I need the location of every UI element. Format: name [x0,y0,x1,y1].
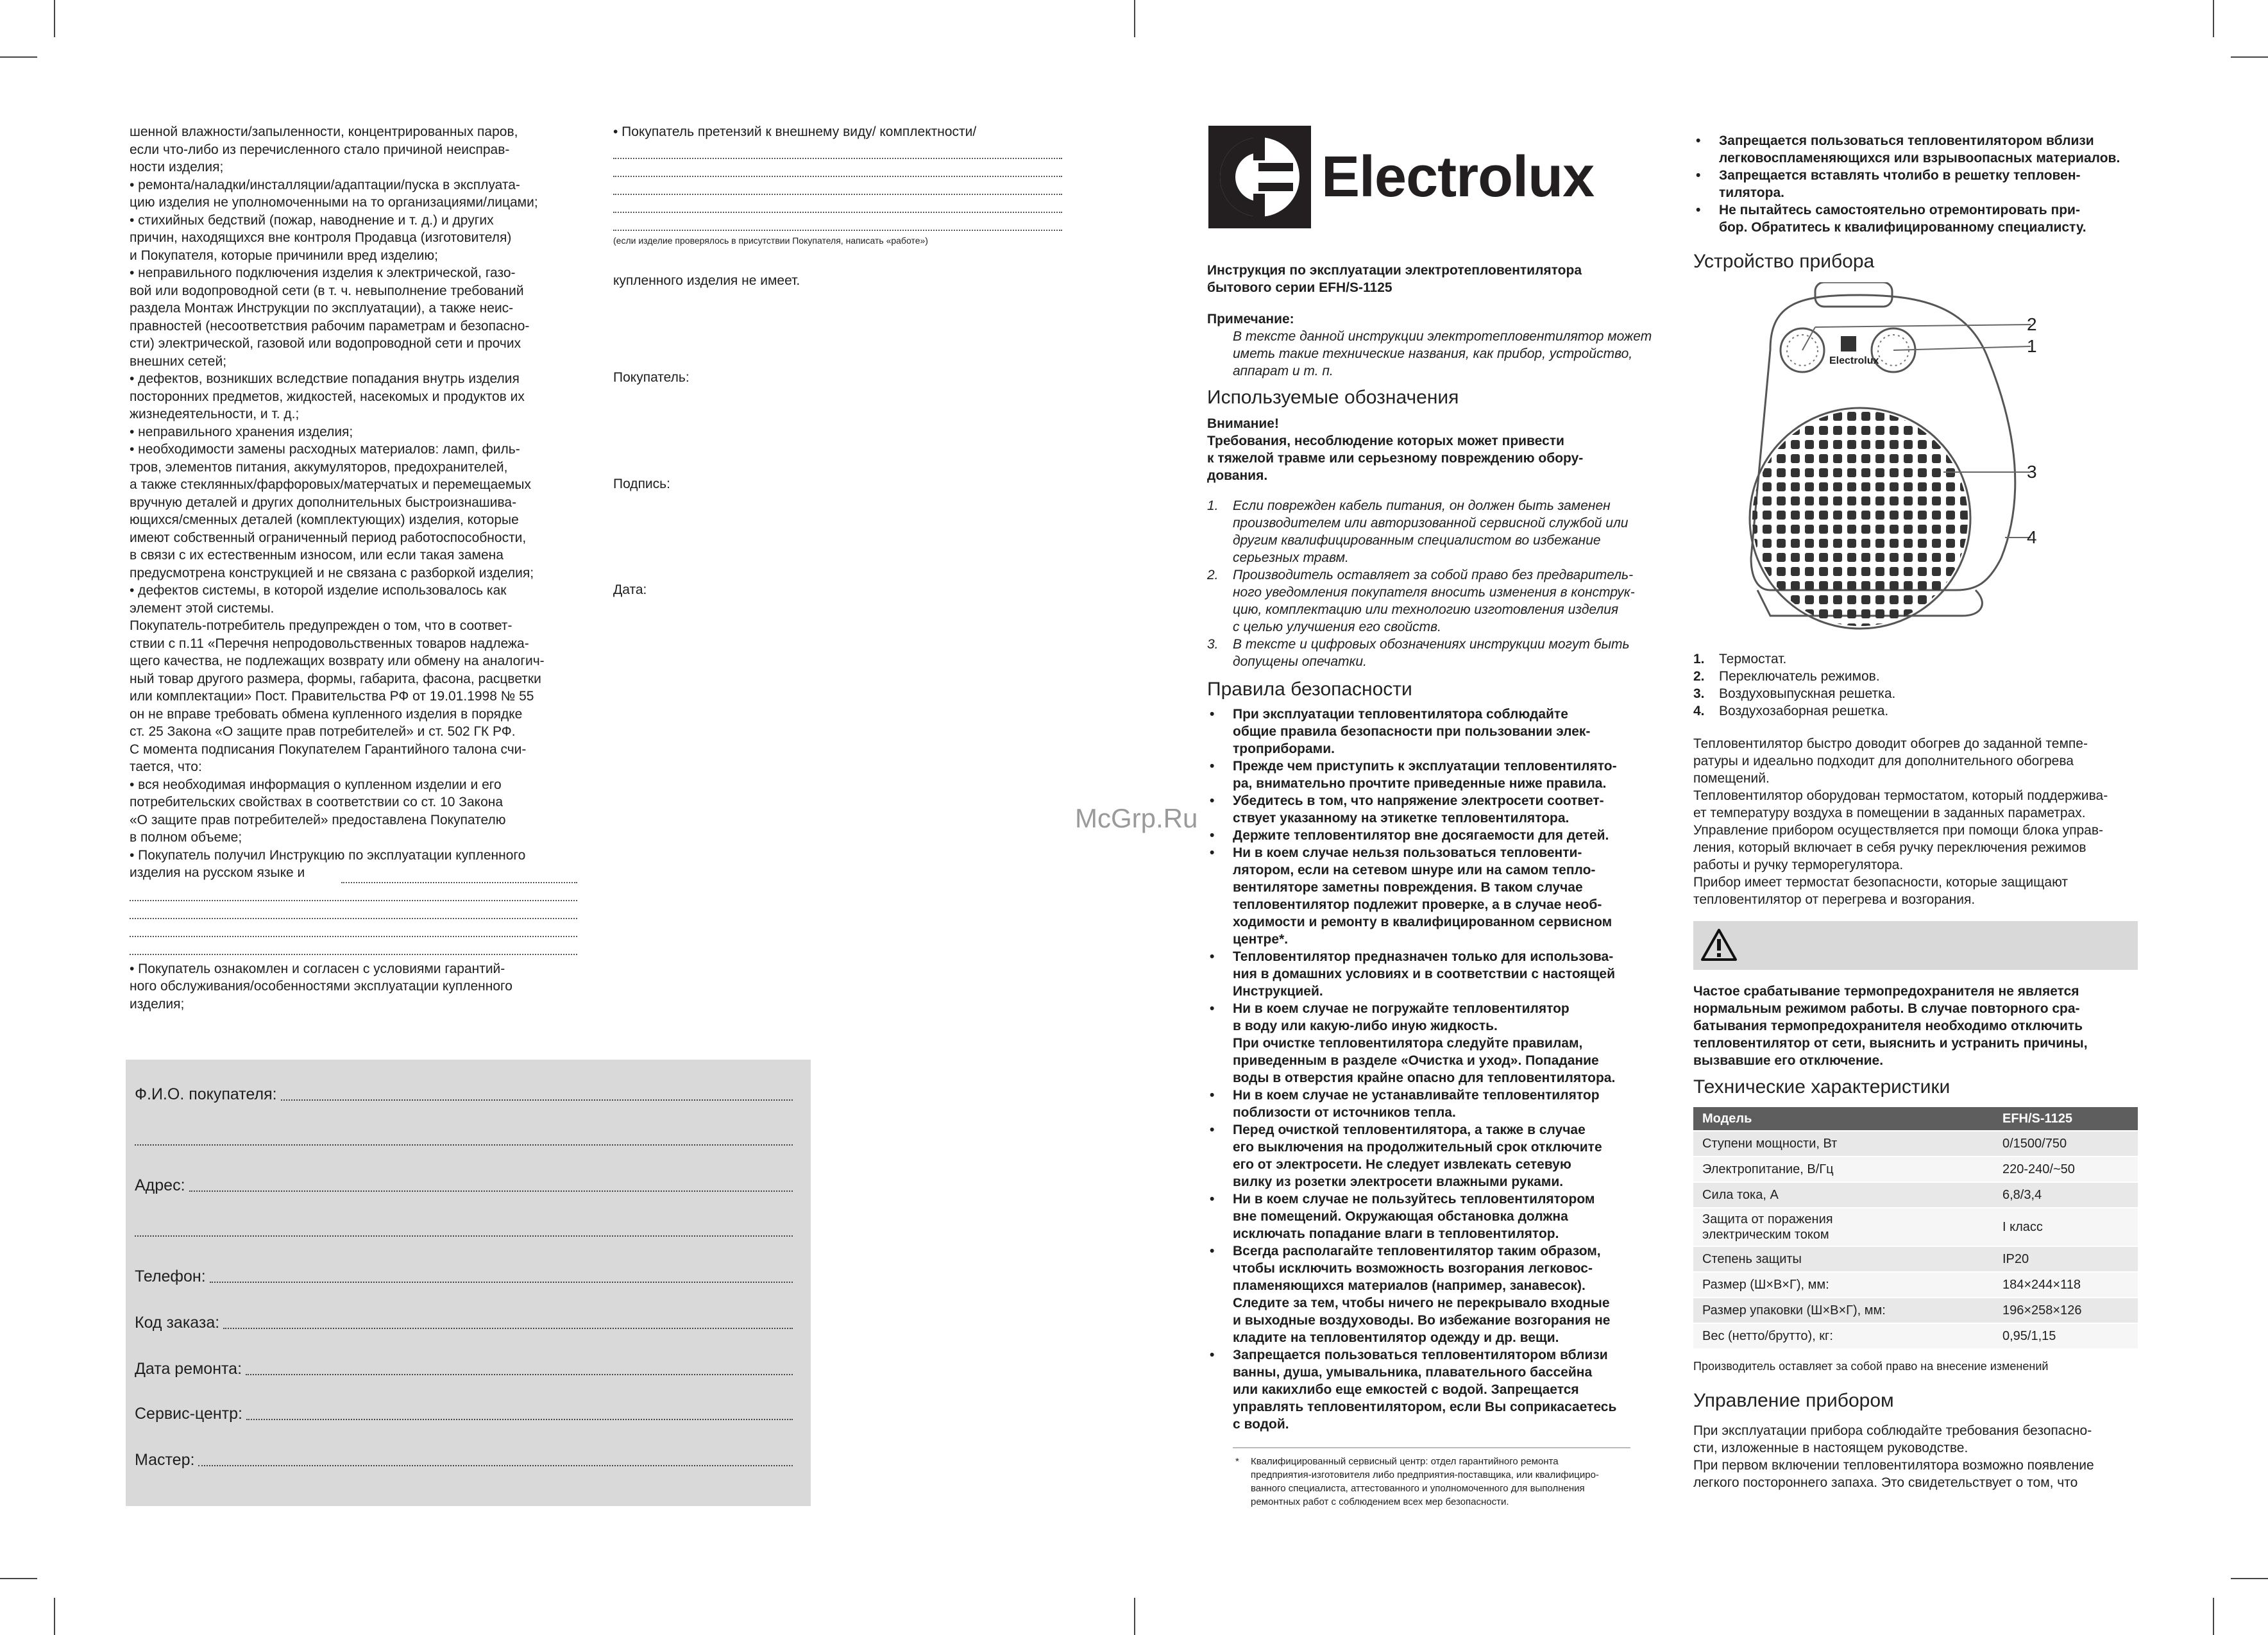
spec-table [1693,1107,2138,1350]
form-row-6 [135,1360,793,1378]
text-line: посторонних предметов, жидкостей, насекомых и продуктов их [130,389,525,404]
item-line: бор. Обратитесь к квалифицированному специалисту. [1719,220,2086,235]
text-line: С момента подписания Покупателем Гарантийного талона счи- [130,741,527,757]
text-line: тров, элементов питания, аккумуляторов, предохранителей, [130,459,508,475]
form-fill-line [135,1223,793,1237]
crop-mark [54,0,55,37]
numbered-item [1207,636,1656,670]
top-safety-item [1693,167,2142,201]
form-label: Дата ремонта: [135,1360,242,1378]
text-line: в полном объеме; [130,830,242,845]
dotted-line [613,213,1062,231]
text-line: правностей (несоответствия рабочим параметрам и безопасно- [130,318,530,334]
warning-line: вызвавшие его отключение. [1693,1053,1884,1068]
form-fill-line [198,1452,793,1466]
no-claims-text: купленного изделия не имеет. [613,273,800,288]
text-line: ного обслуживания/особенностями эксплуатации купленного [130,979,512,994]
text-line: • стихийных бедствий (пожар, наводнение и т. д.) и других [130,212,494,228]
item-line: вне помещений. Окружающая обстановка должна [1233,1209,1568,1224]
spec-cell-value: 220-240/~50 [1993,1156,2138,1182]
item-line: • Перед очисткой тепловентилятора, а также в случае [1233,1122,1586,1137]
item-line: • Держите тепловентилятор вне досягаемости для детей. [1233,828,1609,843]
item-line: • Тепловентилятор предназначен только для использова- [1233,949,1614,964]
warning-bar [1693,921,2138,970]
text-line: цию изделия не уполномоченными на то организациями/лицами; [130,195,538,210]
tech-block [1693,1076,2142,1491]
signature-label: Подпись: [613,476,670,491]
form-fill-line [281,1087,793,1101]
text-line: • неправильного хранения изделия; [130,424,353,439]
part-item [1693,685,2142,702]
form-fill-line [246,1406,793,1420]
safety-item [1207,844,1656,948]
attention-line: дования. [1207,468,1268,483]
item-line: • Запрещается пользоваться тепловентилятором вблизи [1719,133,2094,148]
numbered-list [1207,497,1656,670]
warning-line: батывания термопредохранителя необходимо отключить [1693,1019,2083,1033]
form-label: Сервис-центр: [135,1405,242,1423]
safety-item [1207,1000,1656,1087]
dotted-line [613,141,1062,159]
dotted-line [130,937,577,955]
item-line: ходимости и ремонту в квалифицированном сервисном [1233,915,1612,929]
item-line: приведенным в разделе «Очистка и уход». Попадание [1233,1053,1599,1068]
item-line: цию, комплектацию или технологию изготовления изделия [1233,602,1619,617]
top-safety-list [1693,132,2142,236]
safety-item [1207,758,1656,792]
warning-line: Частое срабатывание термопредохранителя не является [1693,984,2079,999]
safety-item [1207,1087,1656,1121]
dotted-line [341,865,577,883]
spec-cell-label: Размер упаковки (Ш×В×Г), мм: [1693,1298,1993,1323]
item-number: 1. [1207,498,1219,513]
manual-title-line: Инструкция по эксплуатации электротепловентилятора [1207,263,1582,278]
safety-item [1207,827,1656,844]
spec-cell-label: Размер (Ш×В×Г), мм: [1693,1272,1993,1298]
form-label: Мастер: [135,1451,195,1469]
spec-row [1693,1298,2138,1323]
heater-diagram [1732,282,2065,641]
item-line: • Ни в коем случае не погружайте тепловентилятор [1233,1001,1570,1016]
form-label: Код заказа: [135,1314,220,1332]
item-line: управлять тепловентилятором, если Вы соприкасаетесь [1233,1400,1617,1414]
text-line: шенной влажности/запыленности, концентрированных паров, [130,124,518,139]
dotted-line [613,195,1062,213]
footnote-line: ванного специалиста, аттестованного и уполномоченного для выполнения [1251,1483,1585,1494]
spec-cell-label: Защита от поражения электрическим током [1693,1208,1993,1246]
item-line: другим квалифицированным специалистом во избежание [1233,533,1601,548]
safety-item [1207,706,1656,758]
top-safety-item [1693,201,2142,236]
callout-1: 1 [2027,336,2037,356]
item-line: с целью улучшения его свойств. [1233,620,1441,634]
crop-mark [2213,1598,2214,1635]
item-line: кладите на тепловентилятор одежду и др. вещи. [1233,1330,1559,1345]
symbols-heading: Используемые обозначения [1207,387,1459,408]
tech-heading: Технические характеристики [1693,1076,1951,1097]
spec-row [1693,1182,2138,1208]
item-line: его от электросети. Не следует извлекать сетевую [1233,1157,1571,1172]
text-line: ный товар другого размера, формы, габарита, фасона, расцветки [130,671,541,686]
diagram-logo-text: Electrolux [1829,355,1879,366]
manual-title [1207,262,1656,296]
text-line: вой или водопроводной сети (в т. ч. невыполнение требований [130,283,524,298]
device-description [1693,735,2142,908]
text-line: • неправильного подключения изделия к электрической, газо- [130,266,516,280]
crop-mark [2213,0,2214,37]
text-line: внешних сетей; [130,353,227,369]
callout-4: 4 [2027,527,2037,547]
item-line: допущены опечатки. [1233,654,1367,669]
text-line: сти) электрической, газовой или водопроводной сети и прочих [130,336,521,351]
part-number: 1. [1693,652,1705,666]
crop-mark [2231,1578,2268,1579]
form-row-1 [135,1131,793,1149]
control-line: При эксплуатации прибора соблюдайте требования безопасно- [1693,1423,2092,1438]
item-line: ствует указанному на этикетке тепловентилятора. [1233,811,1570,826]
footnote-line: Квалифицированный сервисный центр: отдел гарантийного ремонта [1251,1456,1559,1467]
item-line: исключать попадание влаги в тепловентилятор. [1233,1226,1559,1241]
item-line: • Ни в коем случае нельзя пользоваться тепловенти- [1233,845,1582,860]
item-line: ра, внимательно прочтите приведенные ниже правила. [1233,776,1607,791]
text-line: причин, находящихся вне контроля Продавца (изготовителя) [130,230,512,245]
device-heading: Устройство прибора [1693,251,1875,272]
heater-illustration [1732,282,2065,641]
part-number: 3. [1693,686,1705,701]
note-text [1207,328,1656,380]
form-fill-line [210,1269,793,1283]
item-line: троприборами. [1233,741,1335,756]
spec-cell-label: Степень защиты [1693,1246,1993,1272]
claims-note: (если изделие проверялось в присутствии Покупателя, написать «работе») [613,235,928,246]
desc-line: Тепловентилятор оборудован термостатом, который поддержива- [1693,788,2108,803]
spec-cell-label: Ступени мощности, Вт [1693,1131,1993,1156]
safety-list [1207,706,1656,1433]
crop-mark [0,56,37,58]
part-item [1693,668,2142,685]
item-line: • Ни в коем случае не устанавливайте тепловентилятор [1233,1088,1600,1103]
spec-cell-label: Электропитание, В/Гц [1693,1156,1993,1182]
parts-description [1693,650,2142,908]
safety-item [1207,792,1656,827]
warning-line: тепловентилятор от сети, выяснить и устранить причины, [1693,1036,2088,1051]
claims-line: • Покупатель претензий к внешнему виду/ комплектности/ [613,124,977,139]
part-label: Переключатель режимов. [1719,669,1880,684]
safety-item [1207,948,1656,1000]
brand-logo [1208,126,1619,228]
form-fill-line [246,1361,793,1375]
item-line: В тексте и цифровых обозначениях инструкции могут быть [1233,637,1630,652]
warning-line: нормальным режимом работы. В случае повторного сра- [1693,1001,2080,1016]
form-row-0 [135,1085,793,1104]
item-line: общие правила безопасности при пользовании элек- [1233,724,1591,739]
text-line: ющихся/сменных деталей (комплектующих) изделия, которые [130,513,519,527]
text-line: жизнедеятельности, и т. д.; [130,407,300,421]
spec-cell-value: 6,8/3,4 [1993,1182,2138,1208]
spec-row [1693,1156,2138,1182]
control-text [1693,1422,2142,1491]
spec-cell-value: 184×244×118 [1993,1272,2138,1298]
buyer-label: Покупатель: [613,370,690,385]
part-number: 4. [1693,704,1705,718]
safety-heading: Правила безопасности [1207,679,1412,700]
form-row-5 [135,1314,793,1332]
item-line: • Запрещается пользоваться тепловентилятором вблизи [1233,1348,1608,1362]
form-fill-line [135,1131,793,1146]
footnote-line: предприятия-изготовителя либо предприятия-поставщика, или квалифициро- [1251,1470,1599,1480]
safety-item [1207,1190,1656,1242]
text-line: предусмотрена конструкцией и не связана с разборкой изделия; [130,565,534,580]
form-row-8 [135,1451,793,1470]
text-line: тается, что: [130,759,202,774]
crop-mark [0,1578,37,1579]
item-line: • Не пытайтесь самостоятельно отремонтировать при- [1719,203,2080,217]
footnote-line: ремонтных работ с соблюдением всех мер безопасности. [1251,1496,1509,1507]
spec-cell-value: I класс [1993,1208,2138,1246]
part-label: Воздуховыпускная решетка. [1719,686,1896,701]
part-number: 2. [1693,669,1705,684]
desc-line: ратуры и идеально подходит для дополнительного обогрева [1693,754,2074,768]
spec-cell-value: 196×258×126 [1993,1298,2138,1323]
footnote-divider [1233,1447,1630,1448]
text-line: имеют собственный ограниченный период работоспособности, [130,530,527,545]
attention-text [1207,432,1656,484]
electrolux-logo-icon [1208,126,1311,228]
form-row-4 [135,1267,793,1286]
part-label: Термостат. [1719,652,1787,666]
dotted-line [613,177,1062,195]
spec-row [1693,1208,2138,1246]
spec-cell-value: IP20 [1993,1246,2138,1272]
safety-item [1207,1121,1656,1190]
dotted-line [130,901,577,919]
item-line: Если поврежден кабель питания, он должен быть заменен [1233,498,1611,513]
item-line: с водой. [1233,1417,1289,1432]
item-line: тепловентилятор подлежит проверке, а в случае необ- [1233,897,1602,912]
crop-mark [2231,56,2268,58]
text-line: изделия на русском языке и [130,865,305,880]
spec-cell-label: Вес (нетто/брутто), кг: [1693,1323,1993,1349]
text-line: • вся необходимая информация о купленном изделии и его [130,777,502,792]
note-title: Примечание: [1207,312,1294,326]
top-safety-item [1693,132,2142,167]
form-fill-line [223,1315,793,1329]
right-column [1693,132,2142,270]
item-line: и выходные воздуховоды. Во избежание возгорания не [1233,1313,1611,1328]
item-line: вентиляторе заметны повреждения. В таком случае [1233,880,1583,895]
callout-2: 2 [2027,314,2037,334]
text-line: • дефектов, возникших вследствие попадания внутрь изделия [130,371,520,386]
item-line: Инструкцией. [1233,984,1323,999]
item-line: ния в домашних условиях и в соответствии с настоящей [1233,967,1615,981]
crop-mark [1134,1598,1135,1635]
text-line: ст. 25 Закона «О защите прав потребителей» и ст. 502 ГК РФ. [130,724,516,739]
form-row-7 [135,1405,793,1423]
safety-item [1207,1242,1656,1346]
text-line: щего качества, не подлежащих возврату или обмену на аналогич- [130,654,545,668]
text-line: или комплектации» Пост. Правительства РФ от 19.01.1998 № 55 [130,689,534,704]
part-item [1693,702,2142,720]
warranty-conditions [130,123,577,1013]
date-label: Дата: [613,582,647,597]
item-line: чтобы исключить возможность возгорания легковос- [1233,1261,1593,1276]
desc-line: работы и ручку терморегулятора. [1693,858,1904,872]
warning-triangle-icon [1700,928,1738,962]
item-line: • Запрещается вставлять чтолибо в решетку тепловен- [1719,168,2081,183]
text-line: • Покупатель получил Инструкцию по эксплуатации купленного [130,847,526,863]
text-line: Покупатель-потребитель предупрежден о том, что в соответ- [130,618,512,633]
text-line: если что-либо из перечисленного стало причиной неисправ- [130,142,510,157]
item-line: лятором, если на сетевом шнуре или на самом тепло- [1233,863,1596,877]
text-line: • Покупатель ознакомлен и согласен с условиями гарантий- [130,961,505,976]
text-line: потребительских свойствах в соответствии со ст. 10 Закона [130,795,504,809]
watermark: McGrp.Ru [1075,803,1198,833]
desc-line: ления, который включает в себя ручку переключения режимов [1693,840,2086,855]
text-line: • ремонта/наладки/инсталляции/адаптации/пуска в эксплуата- [130,177,520,192]
item-line: • Прежде чем приступить к эксплуатации тепловентилято- [1233,759,1617,774]
control-line: сти, изложенные в настоящем руководстве. [1693,1441,1968,1455]
spec-header-row [1693,1107,2138,1131]
spec-row [1693,1131,2138,1156]
item-line: в воду или какую-либо иную жидкость. [1233,1019,1498,1033]
item-line: • Ни в коем случае не пользуйтесь тепловентилятором [1233,1192,1595,1207]
manual-title-line: бытового серии EFH/S-1125 [1207,280,1392,295]
text-line: • дефектов системы, в которой изделие использовалось как [130,583,507,598]
manual-column [1207,262,1656,1509]
form-fill-line [189,1178,793,1192]
text-line: он не вправе требовать обмена купленного изделия в порядке [130,706,523,722]
text-line: элемент этой системы. [130,600,275,616]
part-label: Воздухозаборная решетка. [1719,704,1889,718]
desc-line: тепловентилятор от перегрева и возгорания. [1693,892,1976,907]
item-line: серьезных травм. [1233,550,1349,565]
text-line: • необходимости замены расходных материалов: ламп, филь- [130,442,520,457]
item-line: • Убедитесь в том, что напряжение электросети соответ- [1233,793,1604,808]
item-line: тилятора. [1719,185,1784,200]
text-line: и Покупателя, которые причинили вред изделию; [130,248,438,263]
form-label: Адрес: [135,1176,185,1194]
desc-line: ет температуру воздуха в помещении в заданных параметрах. [1693,806,2086,820]
footnote-star: * [1235,1456,1239,1467]
spec-row [1693,1246,2138,1272]
callout-3: 3 [2027,462,2037,482]
form-row-2 [135,1176,793,1195]
note-line: иметь такие технические названия, как прибор, устройство, [1233,346,1633,361]
desc-line: помещений. [1693,771,1770,786]
spec-header-cell: Модель [1693,1107,1993,1131]
text-line: раздела Монтаж Инструкции по эксплуатации), а также неис- [130,301,514,316]
dotted-line [130,919,577,937]
desc-line: Прибор имеет термостат безопасности, которые защищают [1693,875,2069,890]
item-line: ного уведомления покупателя вносить изменения в конструк- [1233,585,1635,600]
maker-note: Производитель оставляет за собой право на внесение изменений [1693,1360,2049,1373]
text-line: в связи с их естественным износом, или если такая замена [130,548,504,563]
repair-form [126,1060,811,1506]
item-line: воды в отверстия крайне опасно для тепловентилятора. [1233,1071,1616,1085]
note-line: В тексте данной инструкции электротепловентилятор может [1233,329,1652,344]
item-line: При очистке тепловентилятора следуйте правилам, [1233,1036,1583,1051]
desc-line: Управление прибором осуществляется при помощи блока управ- [1693,823,2104,838]
note-line: аппарат и т. п. [1233,364,1333,378]
spec-cell-label: Сила тока, А [1693,1182,1993,1208]
claims-block [613,123,1062,599]
item-line: вилку из розетки электросети влажными руками. [1233,1174,1564,1189]
item-line: его выключения на продолжительный срок отключите [1233,1140,1602,1155]
parts-list [1693,650,2142,720]
item-line: ванны, душа, умывальника, плавательного бассейна [1233,1365,1593,1380]
item-line: поблизости от источников тепла. [1233,1105,1456,1120]
control-line: При первом включении тепловентилятора возможно появление [1693,1458,2094,1473]
item-line: • Всегда располагайте тепловентилятор таким образом, [1233,1244,1601,1258]
form-label: Ф.И.О. покупателя: [135,1085,277,1103]
dotted-line [130,883,577,901]
part-item [1693,650,2142,668]
item-number: 3. [1207,637,1219,652]
text-line: изделия; [130,996,185,1012]
item-line: пламеняющихся материалов (например, занавесок). [1233,1278,1586,1293]
crop-mark [1134,0,1135,37]
crop-mark [54,1598,55,1635]
footnote [1207,1455,1656,1509]
form-row-3 [135,1223,793,1240]
item-line: или какихлибо еще емкостей с водой. Запрещается [1233,1382,1579,1397]
safety-item [1207,1346,1656,1433]
text-line: а также стеклянных/фарфоровых/матерчатых и перемещаемых [130,477,531,492]
text-line: «О защите прав потребителей» предоставлена Покупателю [130,812,506,827]
form-label: Телефон: [135,1267,206,1285]
spec-row [1693,1272,2138,1298]
item-line: Следите за тем, чтобы ничего не перекрывало входные [1233,1296,1610,1310]
attention-line: Требования, несоблюдение которых может привести [1207,434,1564,448]
spec-cell-value: 0/1500/750 [1993,1131,2138,1156]
item-line: производителем или авторизованной сервисной службой или [1233,516,1629,530]
text-line: ности изделия; [130,160,224,174]
item-line: центре*. [1233,932,1289,947]
text-line: вручную деталей и других дополнительных быстроизнашива- [130,495,517,510]
item-number: 2. [1207,568,1219,582]
control-heading: Управление прибором [1693,1390,1894,1411]
numbered-item [1207,566,1656,636]
item-line: • При эксплуатации тепловентилятора соблюдайте [1233,707,1568,722]
numbered-item [1207,497,1656,566]
item-line: Производитель оставляет за собой право без предваритель- [1233,568,1634,582]
spec-cell-value: 0,95/1,15 [1993,1323,2138,1349]
attention-line: к тяжелой травме или серьезному повреждению обору- [1207,451,1584,466]
brand-name: Electrolux [1321,145,1595,209]
spec-row [1693,1323,2138,1349]
desc-line: Тепловентилятор быстро доводит обогрев до заданной темпе- [1693,736,2088,751]
text-line: ствии с п.11 «Перечня непродовольственных товаров надлежа- [130,636,529,651]
warning-text [1693,983,2142,1069]
item-line: легковоспламеняющихся или взрывоопасных материалов. [1719,151,2120,165]
dotted-line [613,159,1062,177]
spec-header-cell: EFH/S-1125 [1993,1107,2138,1131]
attention-title: Внимание! [1207,416,1279,431]
control-line: легкого постороннего запаха. Это свидетельствует о том, что [1693,1475,2078,1490]
